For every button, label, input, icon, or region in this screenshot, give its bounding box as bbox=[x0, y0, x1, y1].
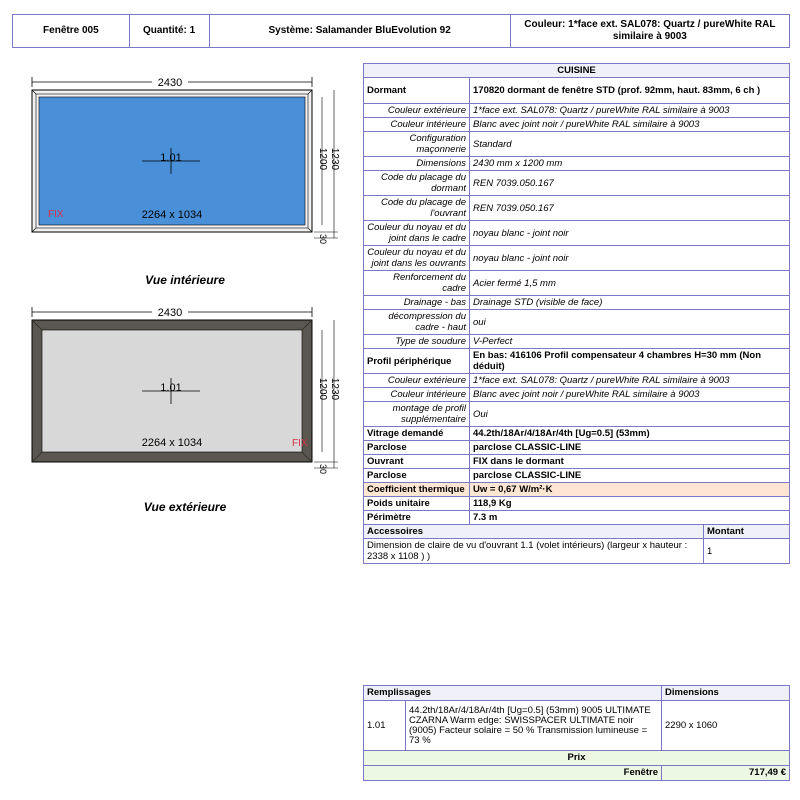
price-header: Prix bbox=[364, 751, 790, 766]
spec-row-key: Renforcement du cadre bbox=[364, 271, 470, 296]
spec-row-value: 2430 mm x 1200 mm bbox=[470, 157, 790, 171]
spec-row bbox=[364, 335, 790, 349]
interior-caption: Vue intérieure bbox=[145, 273, 225, 287]
spec-table bbox=[363, 63, 790, 564]
spec-row-key: décompression du cadre - haut bbox=[364, 310, 470, 335]
profil-row bbox=[364, 349, 790, 374]
fillings-table bbox=[363, 685, 790, 781]
glazing-row bbox=[364, 427, 790, 441]
spec-row-value: Standard bbox=[470, 132, 790, 157]
spec-row-key: Couleur intérieure bbox=[364, 118, 470, 132]
price-value: 717,49 € bbox=[662, 766, 790, 781]
quantity: Quantité: 1 bbox=[130, 15, 210, 47]
summary-row-key: Périmètre bbox=[364, 511, 470, 525]
summary-row-key: Poids unitaire bbox=[364, 497, 470, 511]
glazing-row-key: Parclose bbox=[364, 441, 470, 455]
spec-row bbox=[364, 296, 790, 310]
accessories-label: Accessoires bbox=[364, 525, 704, 539]
profil-spec-row bbox=[364, 388, 790, 402]
interior-bottom-label: 30 bbox=[318, 234, 328, 245]
fillings-row bbox=[364, 701, 790, 751]
glazing-row-key: Vitrage demandé bbox=[364, 427, 470, 441]
fillings-header-label: Remplissages bbox=[364, 686, 662, 701]
spec-row-key: Dimensions bbox=[364, 157, 470, 171]
spec-row bbox=[364, 132, 790, 157]
spec-row-value: Drainage STD (visible de face) bbox=[470, 296, 790, 310]
spec-row-value: noyau blanc - joint noir bbox=[470, 221, 790, 246]
spec-row-value: Acier fermé 1,5 mm bbox=[470, 271, 790, 296]
section-row bbox=[364, 64, 790, 78]
fillings-dims-header: Dimensions bbox=[662, 686, 790, 701]
glazing-row-value: FIX dans le dormant bbox=[470, 455, 790, 469]
spec-row bbox=[364, 271, 790, 296]
price-label: Fenêtre bbox=[364, 766, 662, 781]
profil-spec-row-key: Couleur intérieure bbox=[364, 388, 470, 402]
interior-height-outer: 1230 bbox=[329, 147, 340, 171]
spec-row-key: Drainage - bas bbox=[364, 296, 470, 310]
spec-row bbox=[364, 196, 790, 221]
spec-row-value: noyau blanc - joint noir bbox=[470, 246, 790, 271]
exterior-height-outer: 1230 bbox=[329, 377, 340, 401]
glazing-row bbox=[364, 441, 790, 455]
exterior-pane-label: 1.01 bbox=[160, 382, 182, 394]
summary-row-value: 7.3 m bbox=[470, 511, 790, 525]
spec-row-key: Couleur du noyau et du joint dans les ouvrants bbox=[364, 246, 470, 271]
system: Système: Salamander BluEvolution 92 bbox=[210, 15, 511, 47]
interior-size-label: 2264 x 1034 bbox=[141, 209, 203, 221]
dormant-value: 170820 dormant de fenêtre STD (prof. 92mm, haut. 83mm, 6 ch ) bbox=[470, 78, 790, 104]
thermal-row-key: Coefficient thermique bbox=[364, 483, 470, 497]
exterior-fix-label: FIX bbox=[292, 438, 308, 449]
glazing-row-value: 44.2th/18Ar/4/18Ar/4th [Ug=0.5] (53mm) bbox=[470, 427, 790, 441]
spec-row-value: REN 7039.050.167 bbox=[470, 196, 790, 221]
profil-row-value: En bas: 416106 Profil compensateur 4 chambres H=30 mm (Non déduit) bbox=[470, 349, 790, 374]
spec-row-key: Type de soudure bbox=[364, 335, 470, 349]
color: Couleur: 1*face ext. SAL078: Quartz / pureWhite RAL similaire à 9003 bbox=[524, 19, 776, 42]
dormant-row bbox=[364, 78, 790, 104]
profil-spec-row-key: montage de profil supplémentaire bbox=[364, 402, 470, 427]
summary-row-value: 118,9 Kg bbox=[470, 497, 790, 511]
exterior-height-inner: 1200 bbox=[317, 377, 328, 401]
spec-row-value: REN 7039.050.167 bbox=[470, 171, 790, 196]
spec-row-value: Blanc avec joint noir / pureWhite RAL similaire à 9003 bbox=[470, 118, 790, 132]
glazing-row bbox=[364, 469, 790, 483]
thermal-row-value: Uw = 0,67 W/m²·K bbox=[470, 483, 790, 497]
interior-fix-label: FIX bbox=[48, 209, 64, 220]
profil-spec-row-value: Oui bbox=[470, 402, 790, 427]
fillings-desc: 44.2th/18Ar/4/18Ar/4th [Ug=0.5] (53mm) 9005 ULTIMATE CZARNA Warm edge: SWISSPACER ULTIMATE noir (9005) Facteur solaire = 50 % Transmission lumineuse = 73 % bbox=[406, 701, 662, 751]
spec-row bbox=[364, 104, 790, 118]
thermal-row bbox=[364, 483, 790, 497]
glazing-row-key: Parclose bbox=[364, 469, 470, 483]
spec-row bbox=[364, 171, 790, 196]
exterior-width-label: 2430 bbox=[157, 307, 183, 319]
glazing-row bbox=[364, 455, 790, 469]
spec-row-value: V-Perfect bbox=[470, 335, 790, 349]
exterior-svg bbox=[22, 290, 362, 480]
exterior-size-label: 2264 x 1034 bbox=[141, 437, 203, 449]
exterior-caption: Vue extérieure bbox=[143, 500, 227, 514]
profil-spec-row-key: Couleur extérieure bbox=[364, 374, 470, 388]
window-id: Fenêtre 005 bbox=[13, 15, 130, 47]
spec-row-key: Configuration maçonnerie bbox=[364, 132, 470, 157]
interior-pane-label: 1.01 bbox=[160, 152, 182, 164]
fillings-dims: 2290 x 1060 bbox=[662, 701, 790, 751]
price-row bbox=[364, 766, 790, 781]
spec-row bbox=[364, 221, 790, 246]
accessories-header bbox=[364, 525, 790, 539]
exterior-bottom-label: 30 bbox=[318, 464, 328, 475]
fillings-id: 1.01 bbox=[364, 701, 406, 751]
spec-row bbox=[364, 118, 790, 132]
spec-row-key: Couleur extérieure bbox=[364, 104, 470, 118]
summary-row bbox=[364, 511, 790, 525]
spec-row bbox=[364, 246, 790, 271]
section-title: CUISINE bbox=[364, 64, 790, 78]
accessories-amount-label: Montant bbox=[704, 525, 790, 539]
glazing-row-value: parclose CLASSIC-LINE bbox=[470, 441, 790, 455]
spec-row bbox=[364, 157, 790, 171]
dormant-label: Dormant bbox=[364, 78, 470, 104]
spec-row-key: Couleur du noyau et du joint dans le cadre bbox=[364, 221, 470, 246]
profil-spec-row-value: Blanc avec joint noir / pureWhite RAL similaire à 9003 bbox=[470, 388, 790, 402]
interior-width-label: 2430 bbox=[157, 77, 183, 89]
glazing-row-key: Ouvrant bbox=[364, 455, 470, 469]
interior-height-inner: 1200 bbox=[317, 147, 328, 171]
spec-row bbox=[364, 310, 790, 335]
spec-row-key: Code du placage de l'ouvrant bbox=[364, 196, 470, 221]
accessories-row bbox=[364, 539, 790, 564]
profil-spec-row bbox=[364, 374, 790, 388]
header-bar bbox=[12, 14, 790, 48]
price-header-row bbox=[364, 751, 790, 766]
profil-spec-row bbox=[364, 402, 790, 427]
glazing-row-value: parclose CLASSIC-LINE bbox=[470, 469, 790, 483]
profil-spec-row-value: 1*face ext. SAL078: Quartz / pureWhite RAL similaire à 9003 bbox=[470, 374, 790, 388]
spec-row-value: 1*face ext. SAL078: Quartz / pureWhite RAL similaire à 9003 bbox=[470, 104, 790, 118]
summary-row bbox=[364, 497, 790, 511]
accessories-amount: 1 bbox=[704, 539, 790, 564]
interior-svg bbox=[22, 60, 362, 250]
profil-row-key: Profil périphérique bbox=[364, 349, 470, 374]
fillings-header bbox=[364, 686, 790, 701]
accessories-desc: Dimension de claire de vu d'ouvrant 1.1 (volet intérieurs) (largeur x hauteur : 2338 x 1108 ) ) bbox=[364, 539, 704, 564]
spec-row-key: Code du placage du dormant bbox=[364, 171, 470, 196]
spec-row-value: oui bbox=[470, 310, 790, 335]
